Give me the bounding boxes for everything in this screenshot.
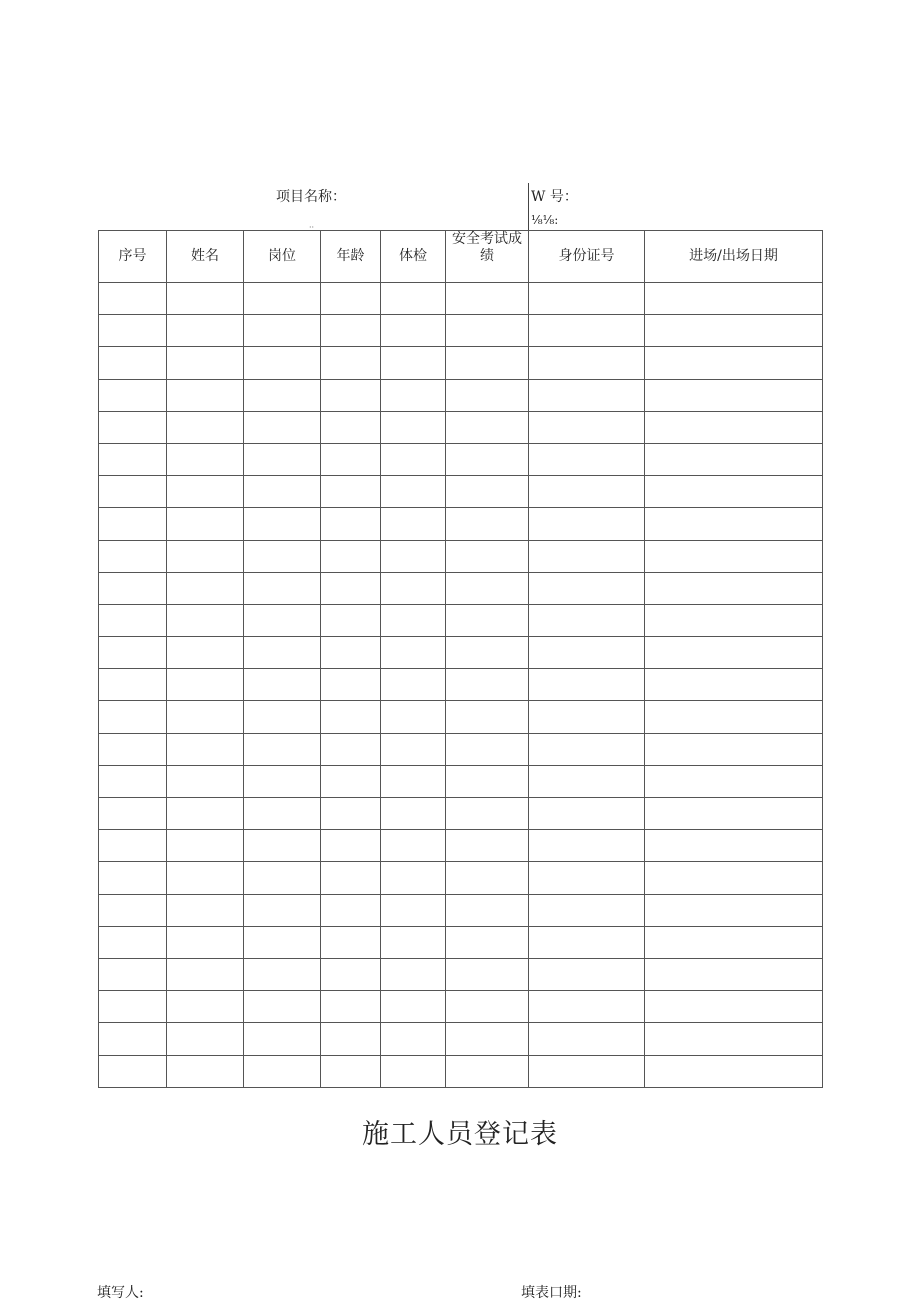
table-cell[interactable] <box>446 540 529 572</box>
table-cell[interactable] <box>167 637 244 669</box>
table-cell[interactable] <box>244 862 321 894</box>
table-cell[interactable] <box>167 347 244 379</box>
table-cell[interactable] <box>244 476 321 508</box>
table-cell[interactable] <box>446 765 529 797</box>
table-cell[interactable] <box>321 798 381 830</box>
table-cell[interactable] <box>529 958 645 990</box>
table-cell[interactable] <box>381 540 446 572</box>
table-cell[interactable] <box>645 991 823 1023</box>
table-cell[interactable] <box>446 572 529 604</box>
table-cell[interactable] <box>321 669 381 701</box>
scan-mark: ·· <box>309 223 315 232</box>
table-row <box>99 637 823 669</box>
table-row <box>99 894 823 926</box>
table-cell[interactable] <box>446 733 529 765</box>
table-row <box>99 733 823 765</box>
table-cell[interactable] <box>321 508 381 540</box>
table-cell[interactable] <box>529 411 645 443</box>
table-cell[interactable] <box>99 379 167 411</box>
table-cell[interactable] <box>167 411 244 443</box>
table-row <box>99 379 823 411</box>
table-row <box>99 765 823 797</box>
table-row <box>99 411 823 443</box>
table-cell[interactable] <box>381 894 446 926</box>
table-cell[interactable] <box>446 604 529 636</box>
table-cell[interactable] <box>321 572 381 604</box>
table-cell[interactable] <box>167 379 244 411</box>
table-cell[interactable] <box>167 926 244 958</box>
table-cell[interactable] <box>167 701 244 733</box>
table-cell[interactable] <box>381 347 446 379</box>
table-cell[interactable] <box>381 958 446 990</box>
table-cell[interactable] <box>167 991 244 1023</box>
table-cell[interactable] <box>167 508 244 540</box>
table-cell[interactable] <box>645 862 823 894</box>
table-cell[interactable] <box>446 669 529 701</box>
table-cell[interactable] <box>529 572 645 604</box>
table-cell[interactable] <box>244 637 321 669</box>
table-cell[interactable] <box>529 604 645 636</box>
table-cell[interactable] <box>446 1055 529 1087</box>
table-cell[interactable] <box>529 733 645 765</box>
table-cell[interactable] <box>321 926 381 958</box>
table-cell[interactable] <box>529 637 645 669</box>
table-cell[interactable] <box>446 443 529 475</box>
table-cell[interactable] <box>321 862 381 894</box>
table-cell[interactable] <box>446 283 529 315</box>
table-row <box>99 669 823 701</box>
column-header: 序号 <box>99 231 167 283</box>
table-cell[interactable] <box>244 572 321 604</box>
table-cell[interactable] <box>99 411 167 443</box>
table-cell[interactable] <box>381 476 446 508</box>
filler-label: 填写人: <box>97 1285 144 1301</box>
table-row <box>99 958 823 990</box>
table-cell[interactable] <box>446 894 529 926</box>
table-cell[interactable] <box>645 733 823 765</box>
table-cell[interactable] <box>529 476 645 508</box>
table-cell[interactable] <box>529 347 645 379</box>
table-row <box>99 926 823 958</box>
table-cell[interactable] <box>321 283 381 315</box>
table-cell[interactable] <box>167 669 244 701</box>
table-cell[interactable] <box>99 572 167 604</box>
table-cell[interactable] <box>645 765 823 797</box>
table-cell[interactable] <box>381 926 446 958</box>
table-cell[interactable] <box>446 701 529 733</box>
table-cell[interactable] <box>321 830 381 862</box>
table-cell[interactable] <box>529 283 645 315</box>
table-cell[interactable] <box>99 701 167 733</box>
table-cell[interactable] <box>446 926 529 958</box>
table-cell[interactable] <box>381 443 446 475</box>
table-cell[interactable] <box>645 637 823 669</box>
table-cell[interactable] <box>446 991 529 1023</box>
table-cell[interactable] <box>99 508 167 540</box>
table-cell[interactable] <box>167 283 244 315</box>
table-cell[interactable] <box>244 926 321 958</box>
table-cell[interactable] <box>381 733 446 765</box>
table-cell[interactable] <box>99 283 167 315</box>
table-cell[interactable] <box>381 862 446 894</box>
table-cell[interactable] <box>321 604 381 636</box>
table-row <box>99 347 823 379</box>
table-row <box>99 604 823 636</box>
table-cell[interactable] <box>244 604 321 636</box>
table-cell[interactable] <box>99 637 167 669</box>
table-cell[interactable] <box>381 765 446 797</box>
table-cell[interactable] <box>321 315 381 347</box>
table-cell[interactable] <box>529 508 645 540</box>
table-cell[interactable] <box>645 411 823 443</box>
table-cell[interactable] <box>167 476 244 508</box>
project-name-label: 项目名称： <box>276 189 346 205</box>
column-header: 进场/出场日期 <box>645 231 823 283</box>
table-cell[interactable] <box>529 540 645 572</box>
table-cell[interactable] <box>99 991 167 1023</box>
table-cell[interactable] <box>167 540 244 572</box>
table-cell[interactable] <box>321 1055 381 1087</box>
registration-table <box>98 230 823 1088</box>
table-cell[interactable] <box>529 830 645 862</box>
fill-date-label: 填表口期: <box>521 1285 582 1301</box>
table-row <box>99 1055 823 1087</box>
table-cell[interactable] <box>99 669 167 701</box>
table-cell[interactable] <box>645 894 823 926</box>
table-cell[interactable] <box>167 958 244 990</box>
table-cell[interactable] <box>321 958 381 990</box>
table-cell[interactable] <box>645 283 823 315</box>
table-cell[interactable] <box>244 958 321 990</box>
table-cell[interactable] <box>99 1023 167 1055</box>
table-cell[interactable] <box>99 733 167 765</box>
table-cell[interactable] <box>529 379 645 411</box>
table-cell[interactable] <box>529 765 645 797</box>
table-cell[interactable] <box>167 1055 244 1087</box>
table-cell[interactable] <box>381 379 446 411</box>
table-cell[interactable] <box>99 926 167 958</box>
table-cell[interactable] <box>529 443 645 475</box>
table-cell[interactable] <box>244 508 321 540</box>
table-cell[interactable] <box>645 604 823 636</box>
table-cell[interactable] <box>529 1023 645 1055</box>
table-cell[interactable] <box>321 347 381 379</box>
table-cell[interactable] <box>99 765 167 797</box>
table-cell[interactable] <box>529 798 645 830</box>
table-cell[interactable] <box>529 926 645 958</box>
table-cell[interactable] <box>645 347 823 379</box>
table-cell[interactable] <box>446 798 529 830</box>
table-cell[interactable] <box>99 476 167 508</box>
table-cell[interactable] <box>167 830 244 862</box>
table-cell[interactable] <box>244 1023 321 1055</box>
table-cell[interactable] <box>645 1023 823 1055</box>
table-row <box>99 476 823 508</box>
table-cell[interactable] <box>529 669 645 701</box>
table-cell[interactable] <box>645 926 823 958</box>
table-cell[interactable] <box>645 476 823 508</box>
sub-label: ⅛⅛: <box>531 213 559 227</box>
table-cell[interactable] <box>244 830 321 862</box>
table-cell[interactable] <box>529 1055 645 1087</box>
table-cell[interactable] <box>381 1055 446 1087</box>
table-row <box>99 991 823 1023</box>
table-cell[interactable] <box>446 411 529 443</box>
table-row <box>99 798 823 830</box>
table-cell[interactable] <box>381 315 446 347</box>
table-cell[interactable] <box>645 958 823 990</box>
table-cell[interactable] <box>167 1023 244 1055</box>
table-cell[interactable] <box>244 540 321 572</box>
table-row <box>99 315 823 347</box>
column-header: 年龄 <box>321 231 381 283</box>
table-cell[interactable] <box>446 637 529 669</box>
table-cell[interactable] <box>321 411 381 443</box>
table-cell[interactable] <box>99 540 167 572</box>
table-cell[interactable] <box>381 508 446 540</box>
table-cell[interactable] <box>446 958 529 990</box>
table-cell[interactable] <box>529 315 645 347</box>
table-row <box>99 283 823 315</box>
table-header-row <box>99 231 823 283</box>
column-header: 岗位 <box>244 231 321 283</box>
table-cell[interactable] <box>321 1023 381 1055</box>
table-cell[interactable] <box>244 798 321 830</box>
table-cell[interactable] <box>99 894 167 926</box>
table-cell[interactable] <box>645 379 823 411</box>
table-cell[interactable] <box>244 991 321 1023</box>
table-cell[interactable] <box>244 411 321 443</box>
table-cell[interactable] <box>167 315 244 347</box>
table-cell[interactable] <box>446 1023 529 1055</box>
table-cell[interactable] <box>381 572 446 604</box>
column-header: 安全考试成绩 <box>446 231 529 283</box>
table-cell[interactable] <box>446 830 529 862</box>
table-cell[interactable] <box>167 443 244 475</box>
table-cell[interactable] <box>244 1055 321 1087</box>
table-cell[interactable] <box>645 669 823 701</box>
table-cell[interactable] <box>321 379 381 411</box>
table-cell[interactable] <box>244 443 321 475</box>
table-cell[interactable] <box>167 765 244 797</box>
table-cell[interactable] <box>99 604 167 636</box>
table-cell[interactable] <box>529 991 645 1023</box>
table-cell[interactable] <box>99 798 167 830</box>
table-cell[interactable] <box>321 765 381 797</box>
table-cell[interactable] <box>381 991 446 1023</box>
table-cell[interactable] <box>244 315 321 347</box>
table-cell[interactable] <box>321 476 381 508</box>
table-cell[interactable] <box>381 604 446 636</box>
table-cell[interactable] <box>99 830 167 862</box>
table-cell[interactable] <box>645 443 823 475</box>
table-cell[interactable] <box>99 1055 167 1087</box>
table-cell[interactable] <box>645 830 823 862</box>
table-cell[interactable] <box>244 379 321 411</box>
table-cell[interactable] <box>645 798 823 830</box>
table-cell[interactable] <box>167 572 244 604</box>
table-cell[interactable] <box>645 540 823 572</box>
table-row <box>99 701 823 733</box>
table-cell[interactable] <box>321 701 381 733</box>
table-cell[interactable] <box>446 508 529 540</box>
table-cell[interactable] <box>645 1055 823 1087</box>
table-cell[interactable] <box>381 669 446 701</box>
table-cell[interactable] <box>645 508 823 540</box>
table-cell[interactable] <box>244 669 321 701</box>
table-row <box>99 540 823 572</box>
table-cell[interactable] <box>244 347 321 379</box>
table-cell[interactable] <box>99 958 167 990</box>
table-row <box>99 862 823 894</box>
page-title: 施工人员登记表 <box>362 1119 558 1150</box>
table-cell[interactable] <box>167 894 244 926</box>
table-cell[interactable] <box>645 701 823 733</box>
table-cell[interactable] <box>529 894 645 926</box>
table-cell[interactable] <box>167 733 244 765</box>
table-cell[interactable] <box>99 347 167 379</box>
column-header: 姓名 <box>167 231 244 283</box>
table-cell[interactable] <box>321 733 381 765</box>
table-cell[interactable] <box>381 798 446 830</box>
table-cell[interactable] <box>645 572 823 604</box>
table-row <box>99 830 823 862</box>
table-cell[interactable] <box>381 830 446 862</box>
table-cell[interactable] <box>99 862 167 894</box>
table-cell[interactable] <box>446 347 529 379</box>
table-cell[interactable] <box>244 283 321 315</box>
table-body <box>99 283 823 1088</box>
table-row <box>99 572 823 604</box>
table-cell[interactable] <box>167 604 244 636</box>
table-cell[interactable] <box>381 283 446 315</box>
table-cell[interactable] <box>167 798 244 830</box>
column-header: 体检 <box>381 231 446 283</box>
table-cell[interactable] <box>529 701 645 733</box>
number-label: W 号： <box>531 189 578 205</box>
table-cell[interactable] <box>321 443 381 475</box>
table-cell[interactable] <box>244 733 321 765</box>
table-cell[interactable] <box>244 765 321 797</box>
table-cell[interactable] <box>321 991 381 1023</box>
table-row <box>99 508 823 540</box>
table-cell[interactable] <box>381 1023 446 1055</box>
table-cell[interactable] <box>244 701 321 733</box>
table-cell[interactable] <box>381 701 446 733</box>
table-cell[interactable] <box>645 315 823 347</box>
table-cell[interactable] <box>244 894 321 926</box>
table-row <box>99 443 823 475</box>
table-cell[interactable] <box>446 862 529 894</box>
table-cell[interactable] <box>99 443 167 475</box>
table-cell[interactable] <box>446 315 529 347</box>
table-cell[interactable] <box>529 862 645 894</box>
header-divider <box>528 183 529 230</box>
table-cell[interactable] <box>321 540 381 572</box>
table-cell[interactable] <box>381 637 446 669</box>
table-cell[interactable] <box>167 862 244 894</box>
table-cell[interactable] <box>381 411 446 443</box>
table-cell[interactable] <box>321 637 381 669</box>
table-cell[interactable] <box>321 894 381 926</box>
table-row <box>99 1023 823 1055</box>
column-header: 身份证号 <box>529 231 645 283</box>
table-cell[interactable] <box>446 476 529 508</box>
table-cell[interactable] <box>99 315 167 347</box>
table-cell[interactable] <box>446 379 529 411</box>
